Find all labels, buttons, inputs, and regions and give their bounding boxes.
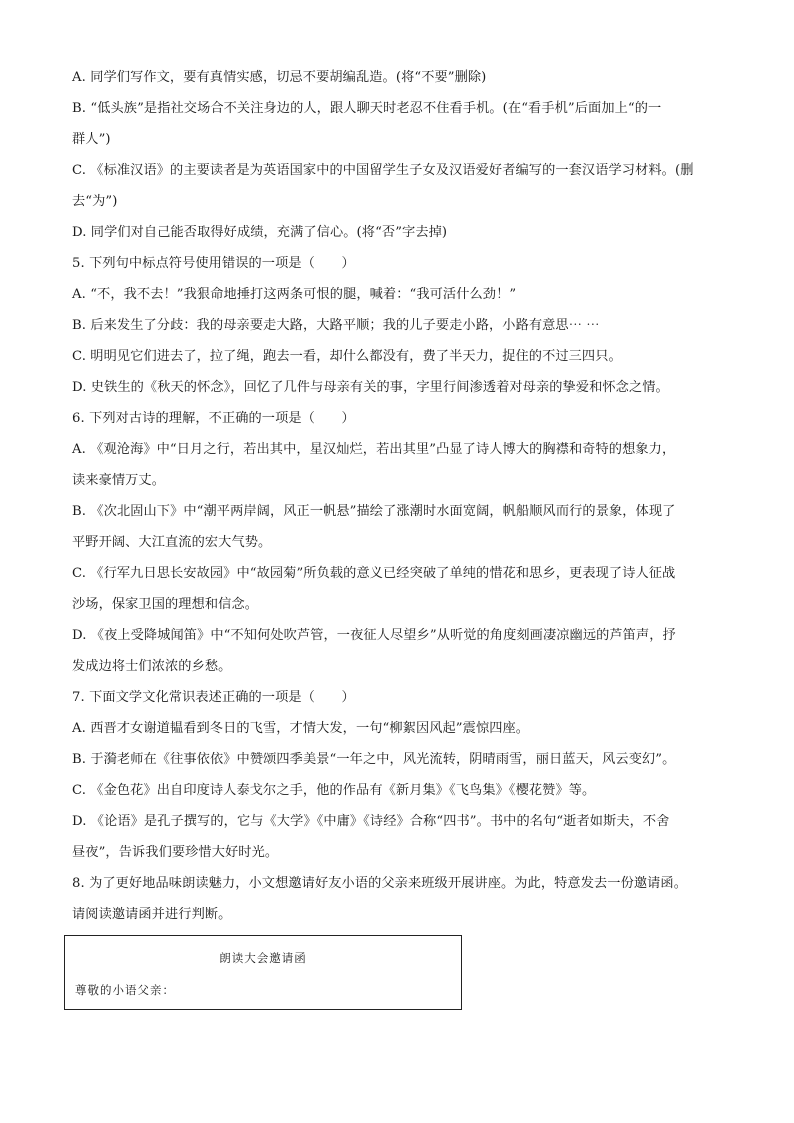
q7-option-d: D. 《论语》是孔子撰写的，它与《大学》《中庸》《诗经》合称“四书”。书中的名句“逝者如斯夫，不舍	[72, 814, 670, 829]
q7-option-a: A. 西晋才女谢道韫看到冬日的飞雪，才情大发，一句“柳絮因风起”震惊四座。	[72, 721, 530, 736]
question-8-continuation: 请阅读邀请函并进行判断。	[72, 907, 232, 922]
question-8-stem: 8. 为了更好地品味朗读魅力，小文想邀请好友小语的父亲来班级开展讲座。为此，特意发去一份邀请函。	[72, 876, 688, 891]
question-5-stem: 5. 下列句中标点符号使用错误的一项是（ ）	[72, 256, 355, 271]
option-a-line: A. 同学们写作文，要有真情实感，切忌不要胡编乱造。(将“不要”删除)	[72, 70, 487, 85]
question-6-stem: 6. 下列对古诗的理解，不正确的一项是（ ）	[72, 411, 355, 426]
q5-option-b: B. 后来发生了分歧：我的母亲要走大路，大路平顺；我的儿子要走小路，小路有意思⋯ ⋯	[72, 318, 600, 333]
q6-option-c: C. 《行军九日思长安故园》中“故园菊”所负载的意义已经突破了单纯的惜花和思乡，更表现了诗人征战	[72, 566, 676, 581]
option-c-continuation: 去“为”)	[72, 194, 118, 209]
q6-option-b: B. 《次北固山下》中“潮平两岸阔，风正一帆悬”描绘了涨潮时水面宽阔，帆船顺风而行的景象，体现了	[72, 504, 676, 519]
question-7-stem: 7. 下面文学文化常识表述正确的一项是（ ）	[72, 690, 355, 705]
q7-option-d-continuation: 昼夜”，告诉我们要珍惜大好时光。	[72, 845, 279, 860]
q5-option-d: D. 史铁生的《秋天的怀念》，回忆了几件与母亲有关的事，字里行间渗透着对母亲的挚爱和怀念之情。	[72, 380, 669, 395]
document-body	[72, 62, 732, 930]
q5-option-c: C. 明明见它们进去了，拉了绳，跑去一看，却什么都没有，费了半天力，捉住的不过三四只。	[72, 349, 622, 364]
q6-option-c-continuation: 沙场，保家卫国的理想和信念。	[72, 597, 259, 612]
invitation-greeting: 尊敬的小语父亲：	[75, 983, 175, 997]
q6-option-d: D. 《夜上受降城闻笛》中“不知何处吹芦管，一夜征人尽望乡”从听觉的角度刻画凄凉幽远的芦笛声，抒	[72, 628, 676, 643]
option-b-line: B. “低头族”是指社交场合不关注身边的人，跟人聊天时老忍不住看手机。(在“看手机”后面加上“的一	[72, 101, 662, 116]
q6-option-a: A. 《观沧海》中“日月之行，若出其中，星汉灿烂，若出其里”凸显了诗人博大的胸襟和奇特的想象力，	[72, 442, 676, 457]
option-c-line: C. 《标准汉语》的主要读者是为英语国家中的中国留学生子女及汉语爱好者编写的一套汉语学习材料。(删	[72, 163, 694, 178]
q7-option-c: C. 《金色花》出自印度诗人泰戈尔之手，他的作品有《新月集》《飞鸟集》《樱花赞》等。	[72, 783, 596, 798]
q6-option-a-continuation: 读来豪情万丈。	[72, 473, 166, 488]
option-b-continuation: 群人”)	[72, 132, 111, 147]
q6-option-b-continuation: 平野开阔、大江直流的宏大气势。	[72, 535, 272, 550]
invitation-title: 朗读大会邀请函	[219, 951, 307, 965]
option-d-line: D. 同学们对自己能否取得好成绩，充满了信心。(将“否”字去掉)	[72, 225, 448, 240]
q7-option-b: B. 于漪老师在《往事依依》中赞颂四季美景“一年之中，风光流转，阴晴雨雪，丽日蓝天，风云变幻”。	[72, 752, 676, 767]
invitation-letter-box	[64, 935, 462, 1010]
q6-option-d-continuation: 发成边将士们浓浓的乡愁。	[72, 659, 232, 674]
q5-option-a: A. “不，我不去！”我狠命地捶打这两条可恨的腿，喊着：“我可活什么劲！”	[72, 287, 517, 302]
